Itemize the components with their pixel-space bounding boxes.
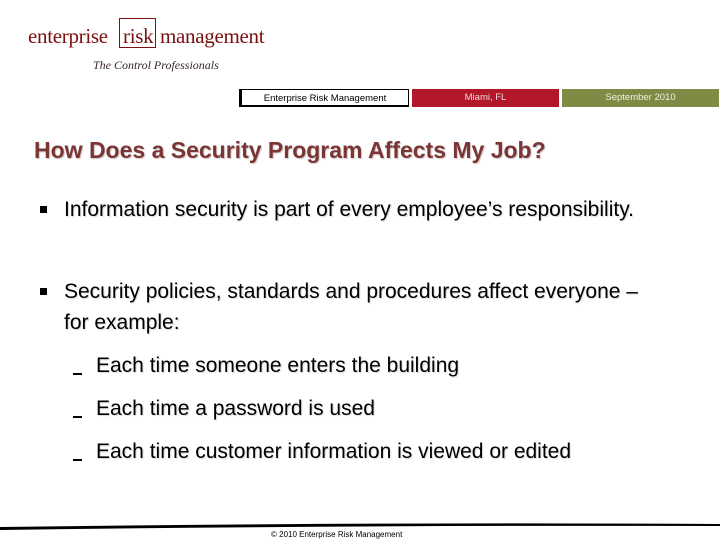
slide-title: How Does a Security Program Affects My Job? [34, 137, 546, 163]
logo-word-enterprise: enterprise [28, 24, 108, 48]
bullet-marker [40, 206, 47, 213]
bullet-marker [40, 288, 47, 295]
logo-tagline: The Control Professionals [93, 58, 219, 72]
sub-bullet-dash [73, 416, 82, 418]
company-logo [24, 18, 265, 74]
header-organization: Enterprise Risk Management [239, 89, 409, 107]
sub-bullet-item: Each time a password is used [96, 397, 375, 420]
logo-word-risk: risk [123, 24, 154, 48]
bullet-item: Information security is part of every employee’s responsibility. [64, 198, 634, 221]
sub-bullet-item: Each time someone enters the building [96, 354, 460, 377]
footer-copyright: © 2010 Enterprise Risk Management [271, 530, 403, 539]
bullet-item: Security policies, standards and procedures affect everyone – for example: [64, 280, 638, 334]
logo-word-management: management [160, 24, 265, 48]
header-date: September 2010 [562, 89, 719, 107]
sub-bullet-item: Each time customer information is viewed or edited [96, 440, 572, 463]
sub-bullet-dash [73, 373, 82, 375]
sub-bullet-dash [73, 459, 82, 461]
header-location: Miami, FL [412, 89, 559, 107]
